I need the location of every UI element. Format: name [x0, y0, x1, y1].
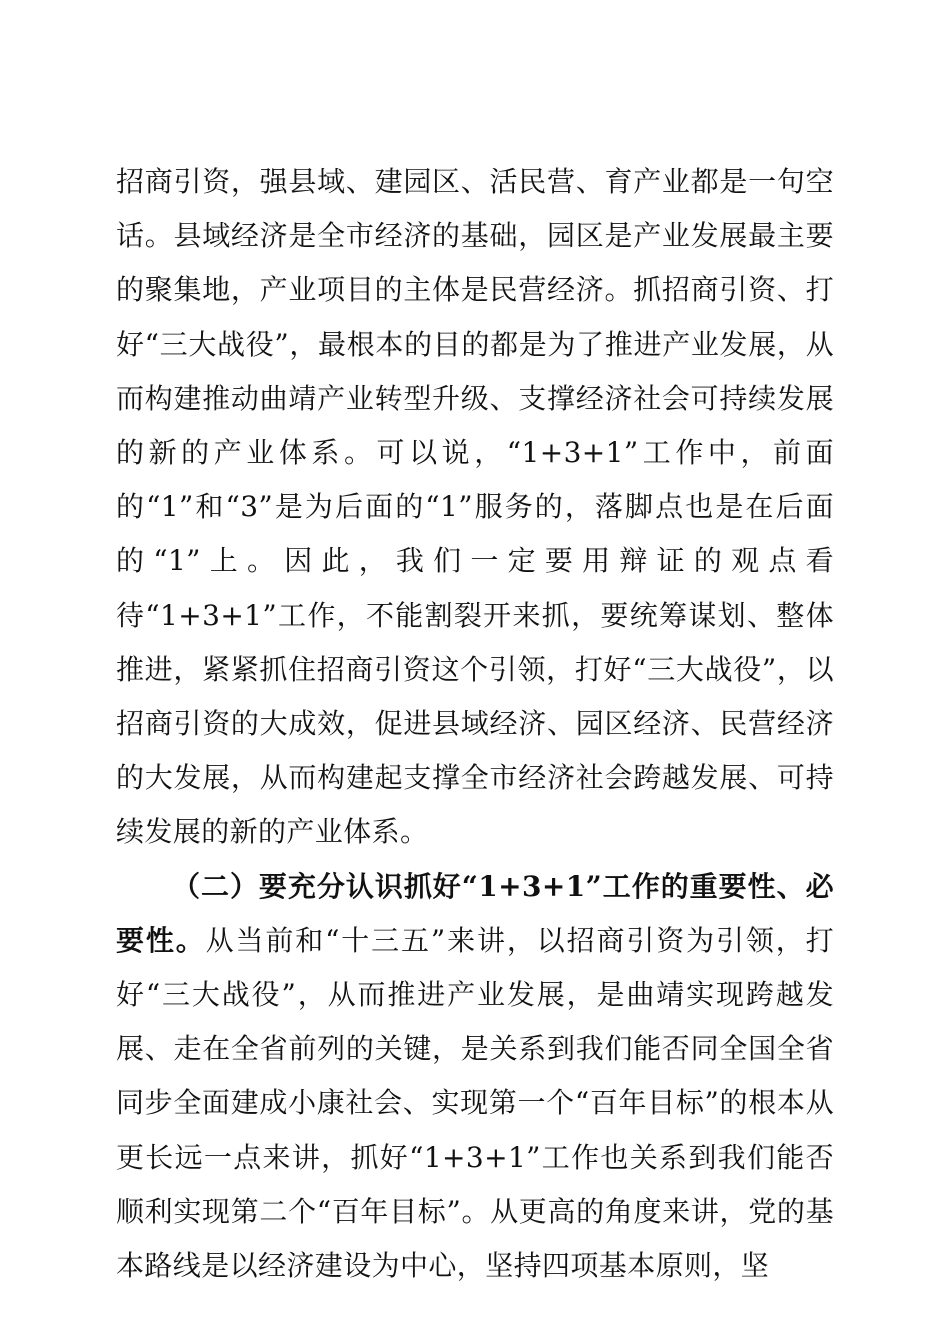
section-heading: （二）要充分认识抓好“1+3+1”工作的重要性、必要性。: [116, 869, 834, 957]
paragraph-2: [116, 860, 834, 1294]
paragraph-1: [116, 155, 834, 860]
paragraph-1-text: 招商引资，强县域、建园区、活民营、育产业都是一句空话。县域经济是全市经济的基础，园区是产业发展最主要的聚集地，产业项目的主体是民营经济。抓招商引资、打好“三大战役”，最根本的目的都是为了推进产业发展，从而构建推动曲靖产业转型升级、支撑经济社会可持续发展的新的产业体系。可以说，“1+3+1”工作中，前面的“1”和“3”是为后面的“1”服务的，落脚点也是在后面的“1”上。因此，我们一定要用辩证的观点看待“1+3+1”工作，不能割裂开来抓，要统筹谋划、整体推进，紧紧抓住招商引资这个引领，打好“三大战役”，以招商引资的大成效，促进县域经济、园区经济、民营经济的大发展，从而构建起支撑全市经济社会跨越发展、可持续发展的新的产业体系。: [116, 165, 834, 849]
paragraph-2-text: 从当前和“十三五”来讲，以招商引资为引领，打好“三大战役”，从而推进产业发展，是曲靖实现跨越发展、走在全省前列的关键，是关系到我们能否同全国全省同步全面建成小康社会、实现第一个“百年目标”的根本从更长远一点来讲，抓好“1+3+1”工作也关系到我们能否顺利实现第二个“百年目标”。从更高的角度来讲，党的基本路线是以经济建设为中心，坚持四项基本原则，坚: [116, 923, 834, 1283]
document-page: [116, 155, 834, 1293]
